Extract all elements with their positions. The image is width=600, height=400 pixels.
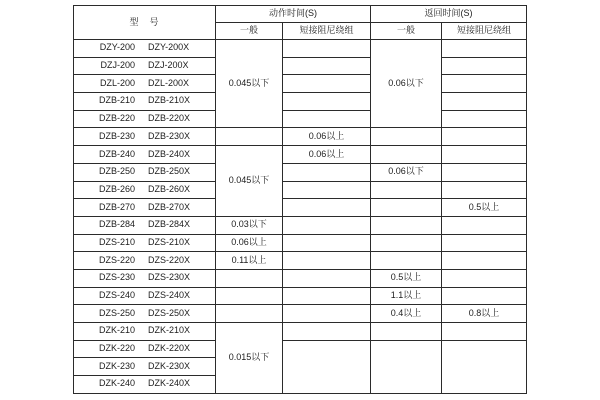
cell-return-damping — [442, 340, 527, 393]
model-name-left: DZK-220 — [98, 343, 135, 354]
cell-return-general — [371, 128, 442, 146]
cell-return-damping: 0.8以上 — [442, 305, 527, 323]
cell-action-general — [216, 305, 283, 323]
cell-return-damping — [442, 110, 527, 128]
cell-model — [74, 269, 216, 287]
cell-model — [74, 146, 216, 164]
cell-model — [74, 323, 216, 341]
table-row — [74, 93, 527, 111]
cell-model — [74, 376, 216, 394]
cell-return-general — [371, 216, 442, 234]
header-action-time: 动作时间(S) — [216, 6, 371, 23]
cell-action-general: 0.03以下 — [216, 216, 283, 234]
model-name-right: DZS-230X — [147, 272, 191, 283]
table-row — [74, 75, 527, 93]
table-row — [74, 199, 527, 217]
model-name-right: DZJ-200X — [148, 60, 189, 71]
cell-action-damping — [283, 181, 371, 199]
model-name-left: DZS-230 — [98, 272, 135, 283]
model-name-right: DZB-230X — [147, 130, 191, 141]
cell-action-damping — [283, 323, 371, 341]
cell-action-damping — [283, 93, 371, 111]
cell-model — [74, 128, 216, 146]
table-row — [74, 216, 527, 234]
cell-action-damping: 0.06以上 — [283, 146, 371, 164]
cell-return-general: 0.06以下 — [371, 163, 442, 181]
model-name-right: DZB-260X — [147, 183, 191, 194]
cell-action-general: 0.045以下 — [216, 40, 283, 128]
table-row — [74, 252, 527, 270]
table-row — [74, 234, 527, 252]
cell-action-damping — [283, 110, 371, 128]
table-row — [74, 40, 527, 58]
cell-action-general: 0.06以上 — [216, 234, 283, 252]
spec-table-container — [73, 5, 527, 394]
table-header — [74, 6, 527, 40]
cell-action-damping: 0.06以上 — [283, 128, 371, 146]
cell-model — [74, 199, 216, 217]
model-name-left: DZK-210 — [98, 325, 135, 336]
cell-model — [74, 287, 216, 305]
cell-model — [74, 305, 216, 323]
cell-model — [74, 181, 216, 199]
cell-model — [74, 252, 216, 270]
cell-return-damping — [442, 57, 527, 75]
model-name-left: DZB-230 — [98, 130, 135, 141]
cell-return-general — [371, 181, 442, 199]
model-name-right: DZY-200X — [147, 42, 190, 53]
cell-action-damping — [283, 57, 371, 75]
model-name-right: DZK-220X — [147, 343, 191, 354]
model-name-right: DZL-200X — [147, 77, 190, 88]
model-name-right: DZB-284X — [147, 219, 191, 230]
cell-return-general — [371, 199, 442, 217]
cell-model — [74, 216, 216, 234]
header-return-time: 返回时间(S) — [371, 6, 527, 23]
header-row-1 — [74, 6, 527, 23]
table-row — [74, 269, 527, 287]
table-row — [74, 181, 527, 199]
cell-action-damping — [283, 234, 371, 252]
cell-return-general — [371, 340, 442, 393]
model-name-left: DZS-240 — [98, 290, 135, 301]
table-row — [74, 305, 527, 323]
cell-return-general: 1.1以上 — [371, 287, 442, 305]
model-name-right: DZS-250X — [147, 307, 191, 318]
cell-return-general: 0.4以上 — [371, 305, 442, 323]
cell-return-damping — [442, 75, 527, 93]
cell-model — [74, 358, 216, 376]
cell-action-damping — [283, 269, 371, 287]
model-name-left: DZB-240 — [98, 148, 135, 159]
cell-action-general: 0.045以下 — [216, 146, 283, 217]
cell-return-damping — [442, 40, 527, 58]
model-name-left: DZK-230 — [98, 360, 135, 371]
header-return-general: 一般 — [371, 23, 442, 40]
cell-return-damping — [442, 181, 527, 199]
model-name-left: DZB-220 — [98, 113, 135, 124]
cell-action-damping — [283, 287, 371, 305]
model-name-right: DZK-230X — [147, 360, 191, 371]
cell-action-general: 0.015以下 — [216, 323, 283, 394]
cell-return-damping — [442, 287, 527, 305]
model-name-left: DZB-260 — [98, 183, 135, 194]
cell-model — [74, 110, 216, 128]
cell-action-damping — [283, 252, 371, 270]
cell-return-damping — [442, 216, 527, 234]
cell-return-damping — [442, 128, 527, 146]
cell-return-damping: 0.5以上 — [442, 199, 527, 217]
model-name-left: DZS-210 — [98, 236, 135, 247]
cell-model — [74, 163, 216, 181]
cell-return-damping — [442, 163, 527, 181]
model-name-right: DZK-240X — [147, 378, 191, 389]
cell-action-general — [216, 128, 283, 146]
cell-return-general — [371, 252, 442, 270]
header-action-damping: 短接阻尼绕组 — [283, 23, 371, 40]
cell-model — [74, 340, 216, 358]
cell-return-damping — [442, 234, 527, 252]
model-name-right: DZK-210X — [147, 325, 191, 336]
cell-action-damping — [283, 340, 371, 393]
cell-action-damping — [283, 163, 371, 181]
model-name-right: DZS-240X — [147, 290, 191, 301]
table-row — [74, 323, 527, 341]
table-row — [74, 287, 527, 305]
cell-return-damping — [442, 252, 527, 270]
cell-model — [74, 75, 216, 93]
model-name-left: DZJ-200 — [100, 60, 135, 71]
table-row — [74, 340, 527, 358]
table-row — [74, 146, 527, 164]
model-name-right: DZB-240X — [147, 148, 191, 159]
header-return-damping: 短接阻尼绕组 — [442, 23, 527, 40]
cell-return-general: 0.06以下 — [371, 40, 442, 128]
cell-model — [74, 93, 216, 111]
table-body — [74, 40, 527, 394]
cell-action-general — [216, 287, 283, 305]
cell-action-damping — [283, 40, 371, 58]
cell-action-general: 0.11以上 — [216, 252, 283, 270]
cell-model — [74, 57, 216, 75]
table-row — [74, 128, 527, 146]
cell-return-damping — [442, 269, 527, 287]
cell-action-damping — [283, 216, 371, 234]
cell-return-damping — [442, 323, 527, 341]
cell-return-general — [371, 234, 442, 252]
cell-return-general — [371, 323, 442, 341]
model-name-right: DZB-250X — [147, 166, 191, 177]
model-name-right: DZS-210X — [147, 236, 191, 247]
spec-table — [73, 5, 527, 394]
model-name-left: DZS-220 — [98, 254, 135, 265]
model-name-left: DZS-250 — [98, 307, 135, 318]
model-name-left: DZB-270 — [98, 201, 135, 212]
model-name-left: DZL-200 — [99, 77, 135, 88]
model-name-left: DZY-200 — [99, 42, 135, 53]
table-row — [74, 110, 527, 128]
cell-return-general: 0.5以上 — [371, 269, 442, 287]
cell-action-damping — [283, 305, 371, 323]
model-name-right: DZB-220X — [147, 113, 191, 124]
model-name-left: DZB-210 — [98, 95, 135, 106]
model-name-left: DZB-284 — [98, 219, 135, 230]
model-name-left: DZB-250 — [98, 166, 135, 177]
header-model: 型 号 — [74, 6, 216, 40]
cell-return-damping — [442, 93, 527, 111]
cell-model — [74, 40, 216, 58]
table-row — [74, 163, 527, 181]
table-row — [74, 57, 527, 75]
model-name-right: DZB-210X — [147, 95, 191, 106]
cell-model — [74, 234, 216, 252]
model-name-left: DZK-240 — [98, 378, 135, 389]
model-name-right: DZB-270X — [147, 201, 191, 212]
cell-action-general — [216, 269, 283, 287]
cell-return-damping — [442, 146, 527, 164]
cell-action-damping — [283, 75, 371, 93]
model-name-right: DZS-220X — [147, 254, 191, 265]
cell-return-general — [371, 146, 442, 164]
header-action-general: 一般 — [216, 23, 283, 40]
cell-action-damping — [283, 199, 371, 217]
